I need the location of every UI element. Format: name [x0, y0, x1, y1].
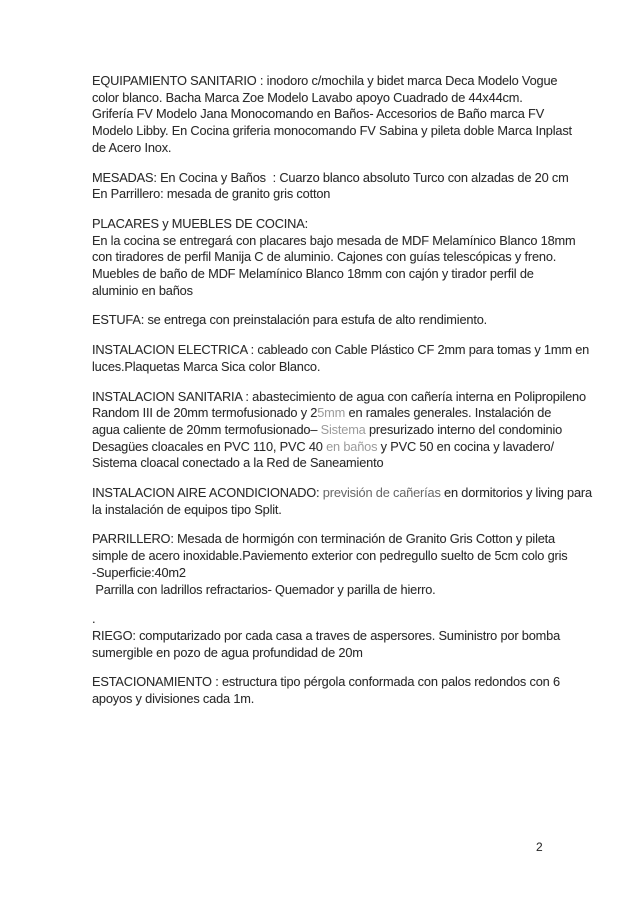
text-run: RIEGO: computarizado por cada casa a traves de aspersores. Suministro por bomba — [92, 627, 561, 643]
text-run: la instalación de equipos tipo Split. — [92, 501, 282, 517]
paragraph-placares-y-muebles — [92, 215, 576, 300]
text-line — [92, 249, 570, 266]
text-run: Muebles de baño de MDF Melamínico Blanco 18mm con cajón y tirador perfil de — [92, 266, 534, 282]
text-line — [92, 232, 576, 250]
text-run: sumergible en pozo de agua profundidad de 20m — [92, 644, 363, 660]
text-line — [92, 565, 570, 582]
text-run: Parrilla con ladrillos refractarios- Quemador y parilla de hierro. — [92, 581, 436, 597]
text-line — [92, 645, 570, 662]
text-line — [92, 502, 570, 519]
paragraph-dot-line — [92, 611, 570, 628]
text-run: y PVC 50 en cocina y lavadero/ — [377, 438, 554, 454]
text-run: PARRILLERO: Mesada de hormigón con terminación de Granito Gris Cotton y pileta — [92, 531, 555, 547]
paragraph-riego — [92, 628, 570, 661]
text-run: MESADAS: En Cocina y Baños : Cuarzo blanco absoluto Turco con alzadas de 20 cm — [92, 169, 569, 185]
text-run: presurizado interno del condominio — [365, 421, 563, 437]
text-run: INSTALACION AIRE ACONDICIONADO: — [92, 485, 323, 501]
text-line — [92, 90, 570, 107]
text-line — [92, 140, 570, 157]
text-run: Sistema cloacal conectado a la Red de Saneamiento — [92, 455, 384, 471]
text-line — [92, 170, 570, 187]
paragraph-instalacion-electrica — [92, 342, 590, 375]
text-line — [92, 422, 570, 439]
page-number: 2 — [536, 840, 543, 854]
text-line — [92, 216, 570, 233]
paragraph-estacionamiento — [92, 674, 570, 707]
text-run: Random III de 20mm termofusionado y 2 — [92, 405, 318, 421]
text-run: luces.Plaquetas Marca Sica color Blanco. — [92, 358, 321, 374]
text-run: ESTUFA: se entrega con preinstalación para estufa de alto rendimiento. — [92, 312, 488, 328]
text-run: . — [92, 611, 96, 627]
text-line — [92, 123, 570, 140]
text-run: de Acero Inox. — [92, 139, 172, 155]
text-run: EQUIPAMIENTO SANITARIO : inodoro c/mochila y bidet marca Deca Modelo Vogue — [92, 73, 558, 88]
text-line — [92, 405, 570, 422]
paragraph-mesadas — [92, 170, 570, 203]
text-line — [92, 531, 570, 548]
text-line — [92, 312, 570, 329]
text-run: agua caliente de 20mm termofusionado– — [92, 421, 318, 437]
text-line — [92, 359, 570, 376]
text-run: Grifería FV Modelo Jana Monocomando en Baños- Accesorios de Baño marca FV — [92, 106, 545, 122]
text-run: En Parrillero: mesada de granito gris cotton — [92, 186, 331, 202]
text-run: Desagües cloacales en PVC 110, PVC 40 — [92, 438, 327, 454]
text-run: en dormitorios y living para — [440, 485, 592, 501]
document-body-text — [92, 73, 592, 721]
paragraph-instalacion-sanitaria — [92, 388, 586, 473]
text-line — [92, 628, 570, 645]
text-line — [92, 485, 592, 502]
text-line — [92, 388, 586, 406]
paragraph-parrillero — [92, 531, 570, 598]
text-run: ESTACIONAMIENTO : estructura tipo pérgola conformada con palos redondos con 6 — [92, 674, 560, 690]
text-run: Sistema — [317, 421, 366, 437]
text-line — [92, 455, 570, 472]
text-run: aluminio en baños — [92, 282, 193, 298]
text-run: PLACARES y MUEBLES DE COCINA: — [92, 215, 308, 231]
text-run: en baños — [326, 438, 378, 454]
text-line — [92, 106, 570, 123]
text-line — [92, 283, 570, 300]
text-line — [92, 674, 570, 691]
text-line — [92, 548, 570, 565]
text-run: En la cocina se entregará con placares bajo mesada de MDF Melamínico Blanco 18mm — [92, 232, 576, 248]
text-line — [92, 266, 570, 283]
text-run: apoyos y divisiones cada 1m. — [92, 691, 255, 707]
paragraph-equipamiento-sanitario — [92, 73, 570, 157]
text-run: color blanco. Bacha Marca Zoe Modelo Lavabo apoyo Cuadrado de 44x44cm. — [92, 89, 523, 105]
text-line — [92, 342, 590, 359]
text-line — [92, 582, 570, 599]
text-run: con tiradores de perfil Manija C de aluminio. Cajones con guías telescópicas y freno. — [92, 249, 557, 265]
text-run: INSTALACION ELECTRICA : cableado con Cable Plástico CF 2mm para tomas y 1mm en — [92, 342, 590, 358]
text-run: INSTALACION SANITARIA : abastecimiento de agua con cañería interna en Polipropileno — [92, 388, 586, 404]
text-run: Modelo Libby. En Cocina griferia monocomando FV Sabina y pileta doble Marca Inplast — [92, 123, 572, 139]
text-line — [92, 439, 570, 456]
text-run: 5mm — [317, 405, 346, 421]
text-line — [92, 186, 570, 203]
text-line — [92, 73, 570, 90]
text-run: -Superficie:40m2 — [92, 564, 186, 580]
paragraph-instalacion-aire-acondicionado — [92, 485, 592, 518]
paragraph-estufa — [92, 312, 570, 329]
text-line — [92, 611, 570, 628]
text-run: simple de acero inoxidable.Paviemento exterior con pedregullo suelto de 5cm colo gris — [92, 548, 568, 564]
text-run: en ramales generales. Instalación de — [345, 405, 552, 421]
text-line — [92, 691, 570, 708]
text-run: previsión de cañerías — [322, 485, 441, 501]
